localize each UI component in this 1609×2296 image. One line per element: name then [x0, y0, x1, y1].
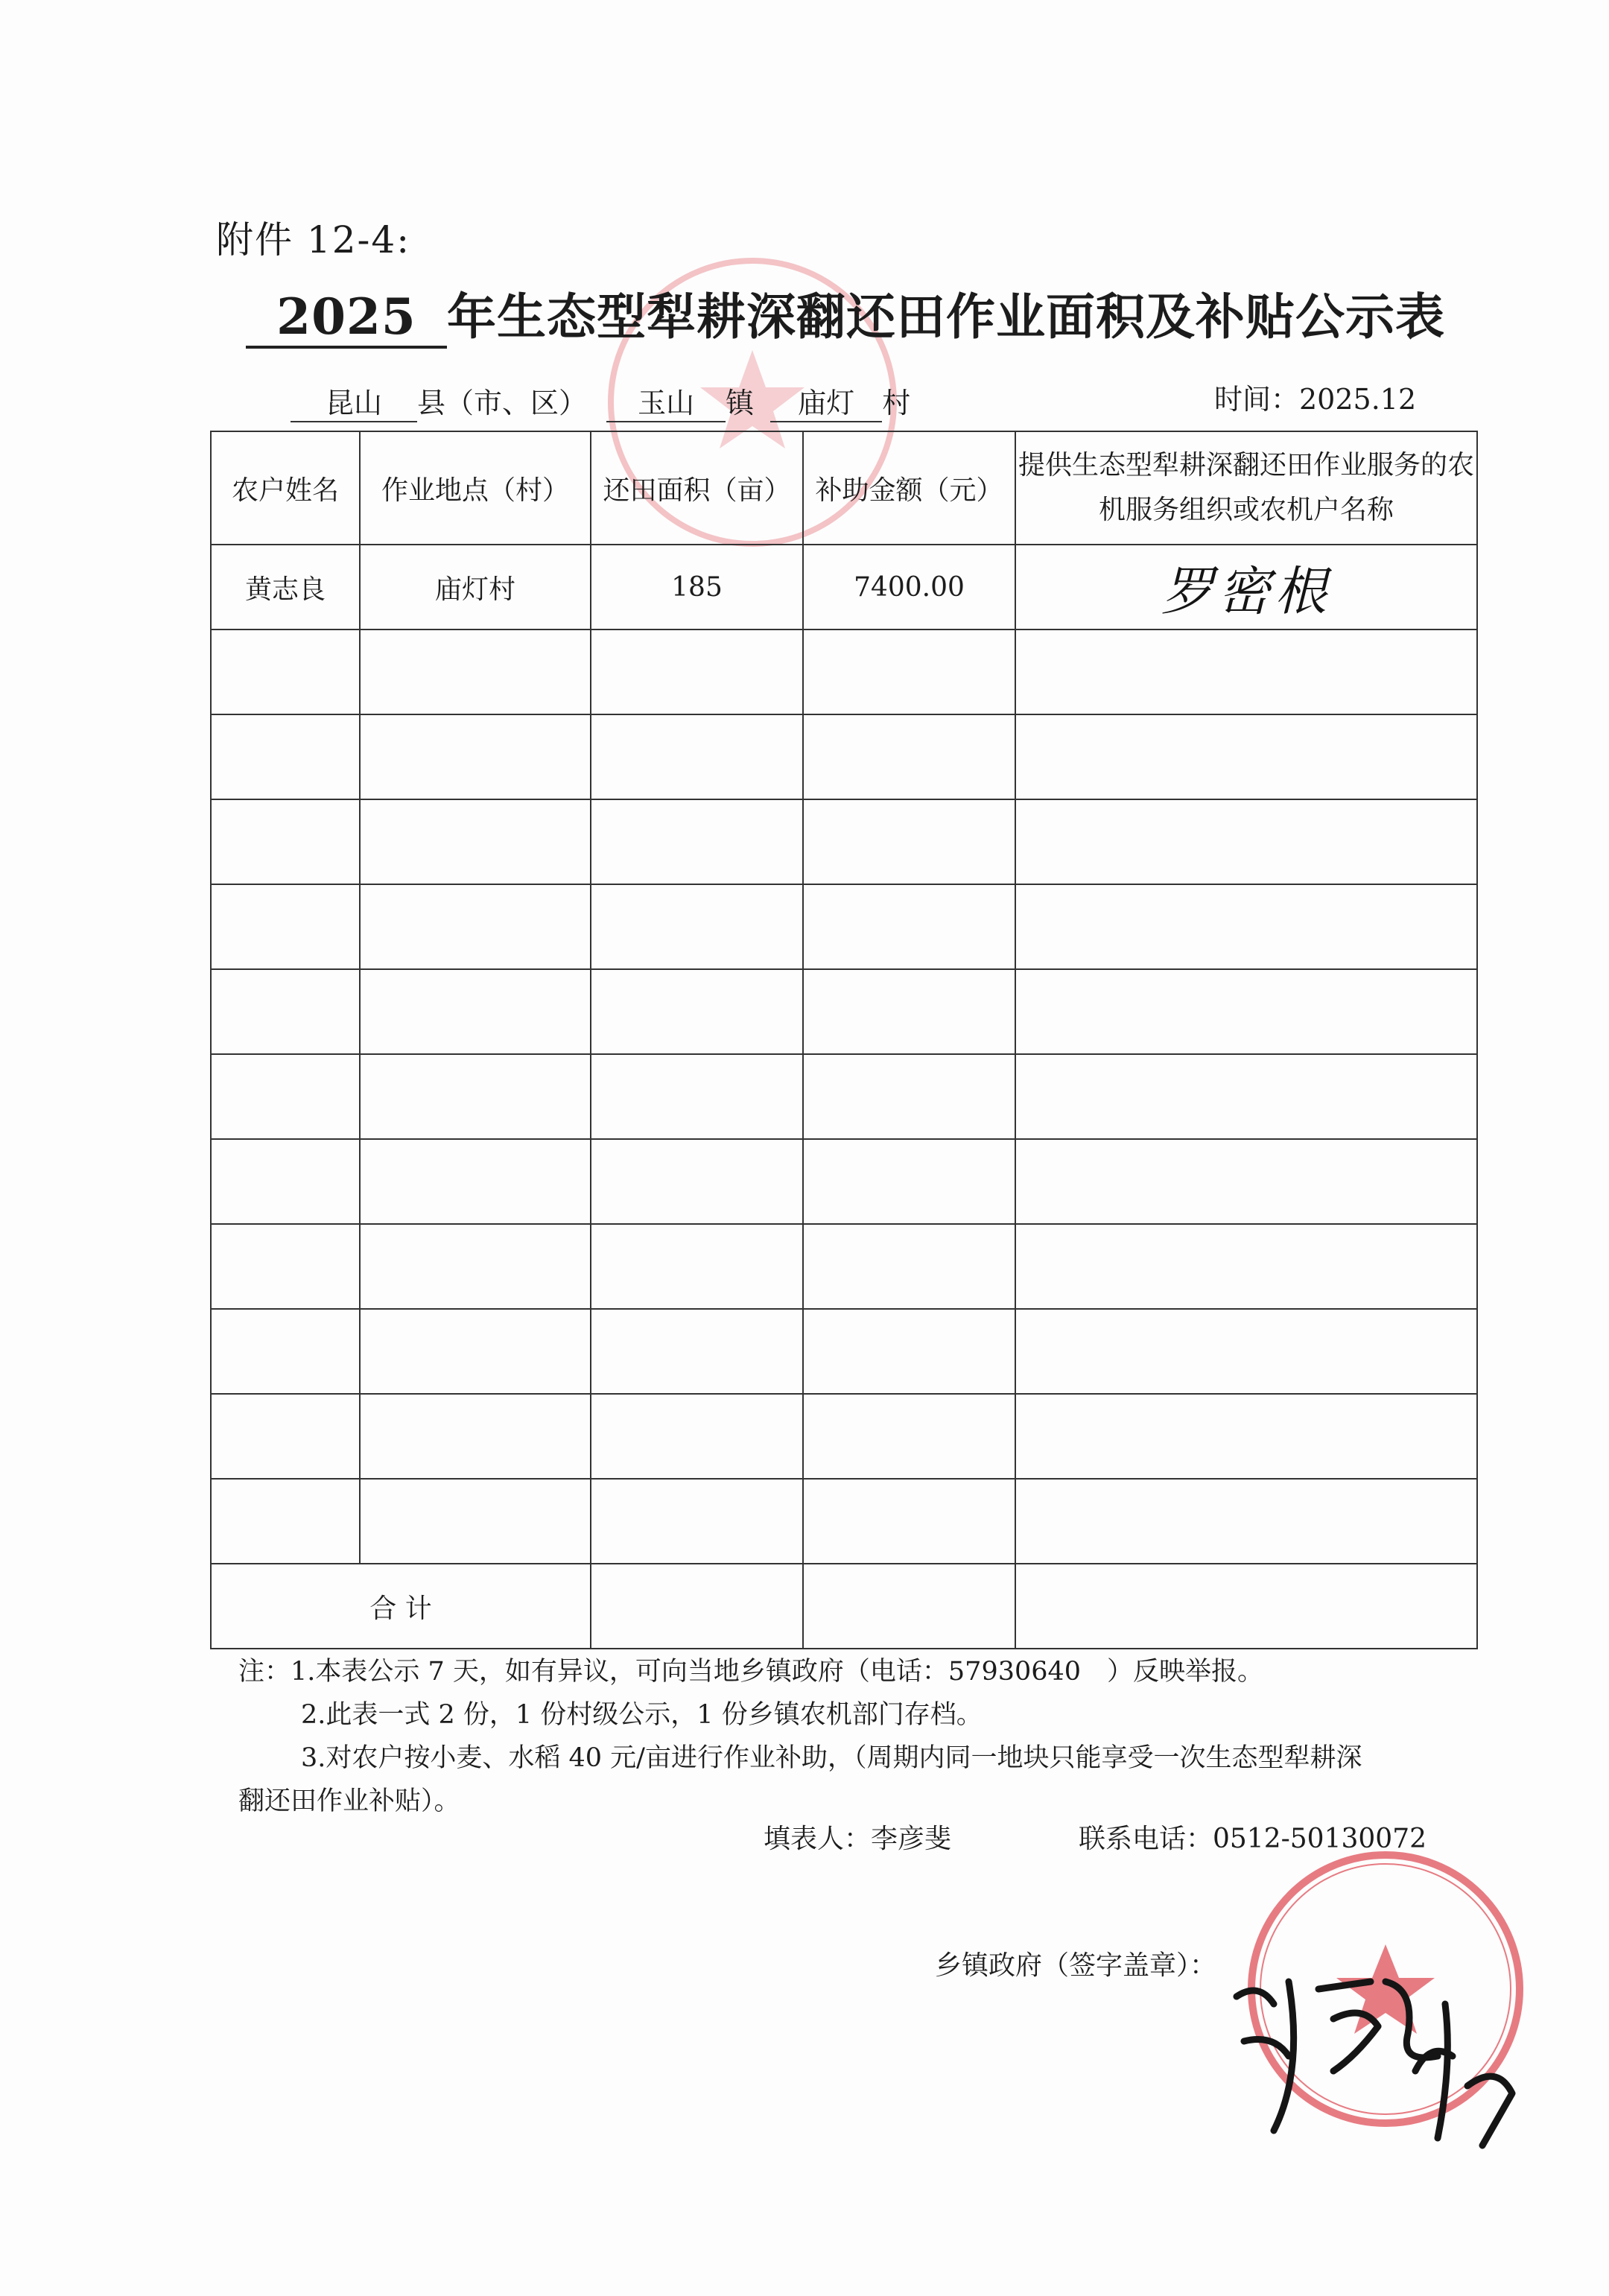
county-value: 昆山	[291, 380, 417, 422]
village-suffix: 村	[882, 387, 911, 419]
village-value: 庙灯	[770, 380, 882, 422]
page-title	[246, 277, 1445, 349]
filler-label: 填表人：李彦斐	[764, 1824, 952, 1854]
header-amount: 补助金额（元）	[803, 431, 1015, 545]
note-1: 注：1.本表公示 7 天，如有异议，可向当地乡镇政府（电话：57930640 ）反映举报。	[238, 1657, 1264, 1687]
table-header-row	[211, 431, 1477, 545]
header-location: 作业地点（村）	[360, 431, 591, 545]
cell-amount: 7400.00	[803, 545, 1015, 630]
note-3: 3.对农户按小麦、水稻 40 元/亩进行作业补助，（周期内同一地块只能享受一次生态型犁耕深	[301, 1743, 1362, 1773]
town-suffix: 镇	[726, 387, 755, 419]
table-row	[211, 630, 1477, 714]
table-row	[211, 1054, 1477, 1139]
table-row	[211, 1224, 1477, 1309]
title-text: 年生态型犁耕深翻还田作业面积及补贴公示表	[447, 288, 1445, 346]
date-label: 时间：2025.12	[1214, 383, 1417, 416]
cell-location: 庙灯村	[360, 545, 591, 630]
table-row	[211, 1309, 1477, 1394]
cell-farmer-name: 黄志良	[211, 545, 360, 630]
note-3-cont: 翻还田作业补贴）。	[238, 1786, 460, 1816]
table-row	[211, 1139, 1477, 1224]
handwritten-signature	[1222, 1937, 1535, 2160]
town-value: 玉山	[606, 380, 726, 422]
header-provider: 提供生态型犁耕深翻还田作业服务的农机服务组织或农机户名称	[1015, 431, 1477, 545]
header-area: 还田面积（亩）	[591, 431, 803, 545]
header-farmer-name: 农户姓名	[211, 431, 360, 545]
total-row	[211, 1564, 1477, 1649]
total-label: 合 计	[211, 1564, 591, 1649]
attachment-label: 附件 12-4:	[216, 218, 411, 261]
table-row	[211, 1479, 1477, 1564]
note-2: 2.此表一式 2 份，1 份村级公示，1 份乡镇农机部门存档。	[301, 1700, 983, 1730]
title-year: 2025	[246, 288, 447, 349]
notes	[238, 1650, 1475, 1823]
table-row	[211, 884, 1477, 969]
table-row	[211, 1394, 1477, 1479]
table-row	[211, 714, 1477, 799]
gov-sign-label: 乡镇政府（签字盖章）：	[935, 1950, 1217, 1981]
cell-area: 185	[591, 545, 803, 630]
contact-phone: 联系电话：0512-50130072	[1079, 1824, 1427, 1854]
table-row	[211, 545, 1477, 630]
county-suffix: 县（市、区）	[417, 387, 588, 419]
cell-provider-signature: 罗密根	[1015, 545, 1477, 630]
table-row	[211, 799, 1477, 884]
location-line	[291, 380, 910, 422]
table-row	[211, 969, 1477, 1054]
subsidy-table	[210, 431, 1478, 1649]
